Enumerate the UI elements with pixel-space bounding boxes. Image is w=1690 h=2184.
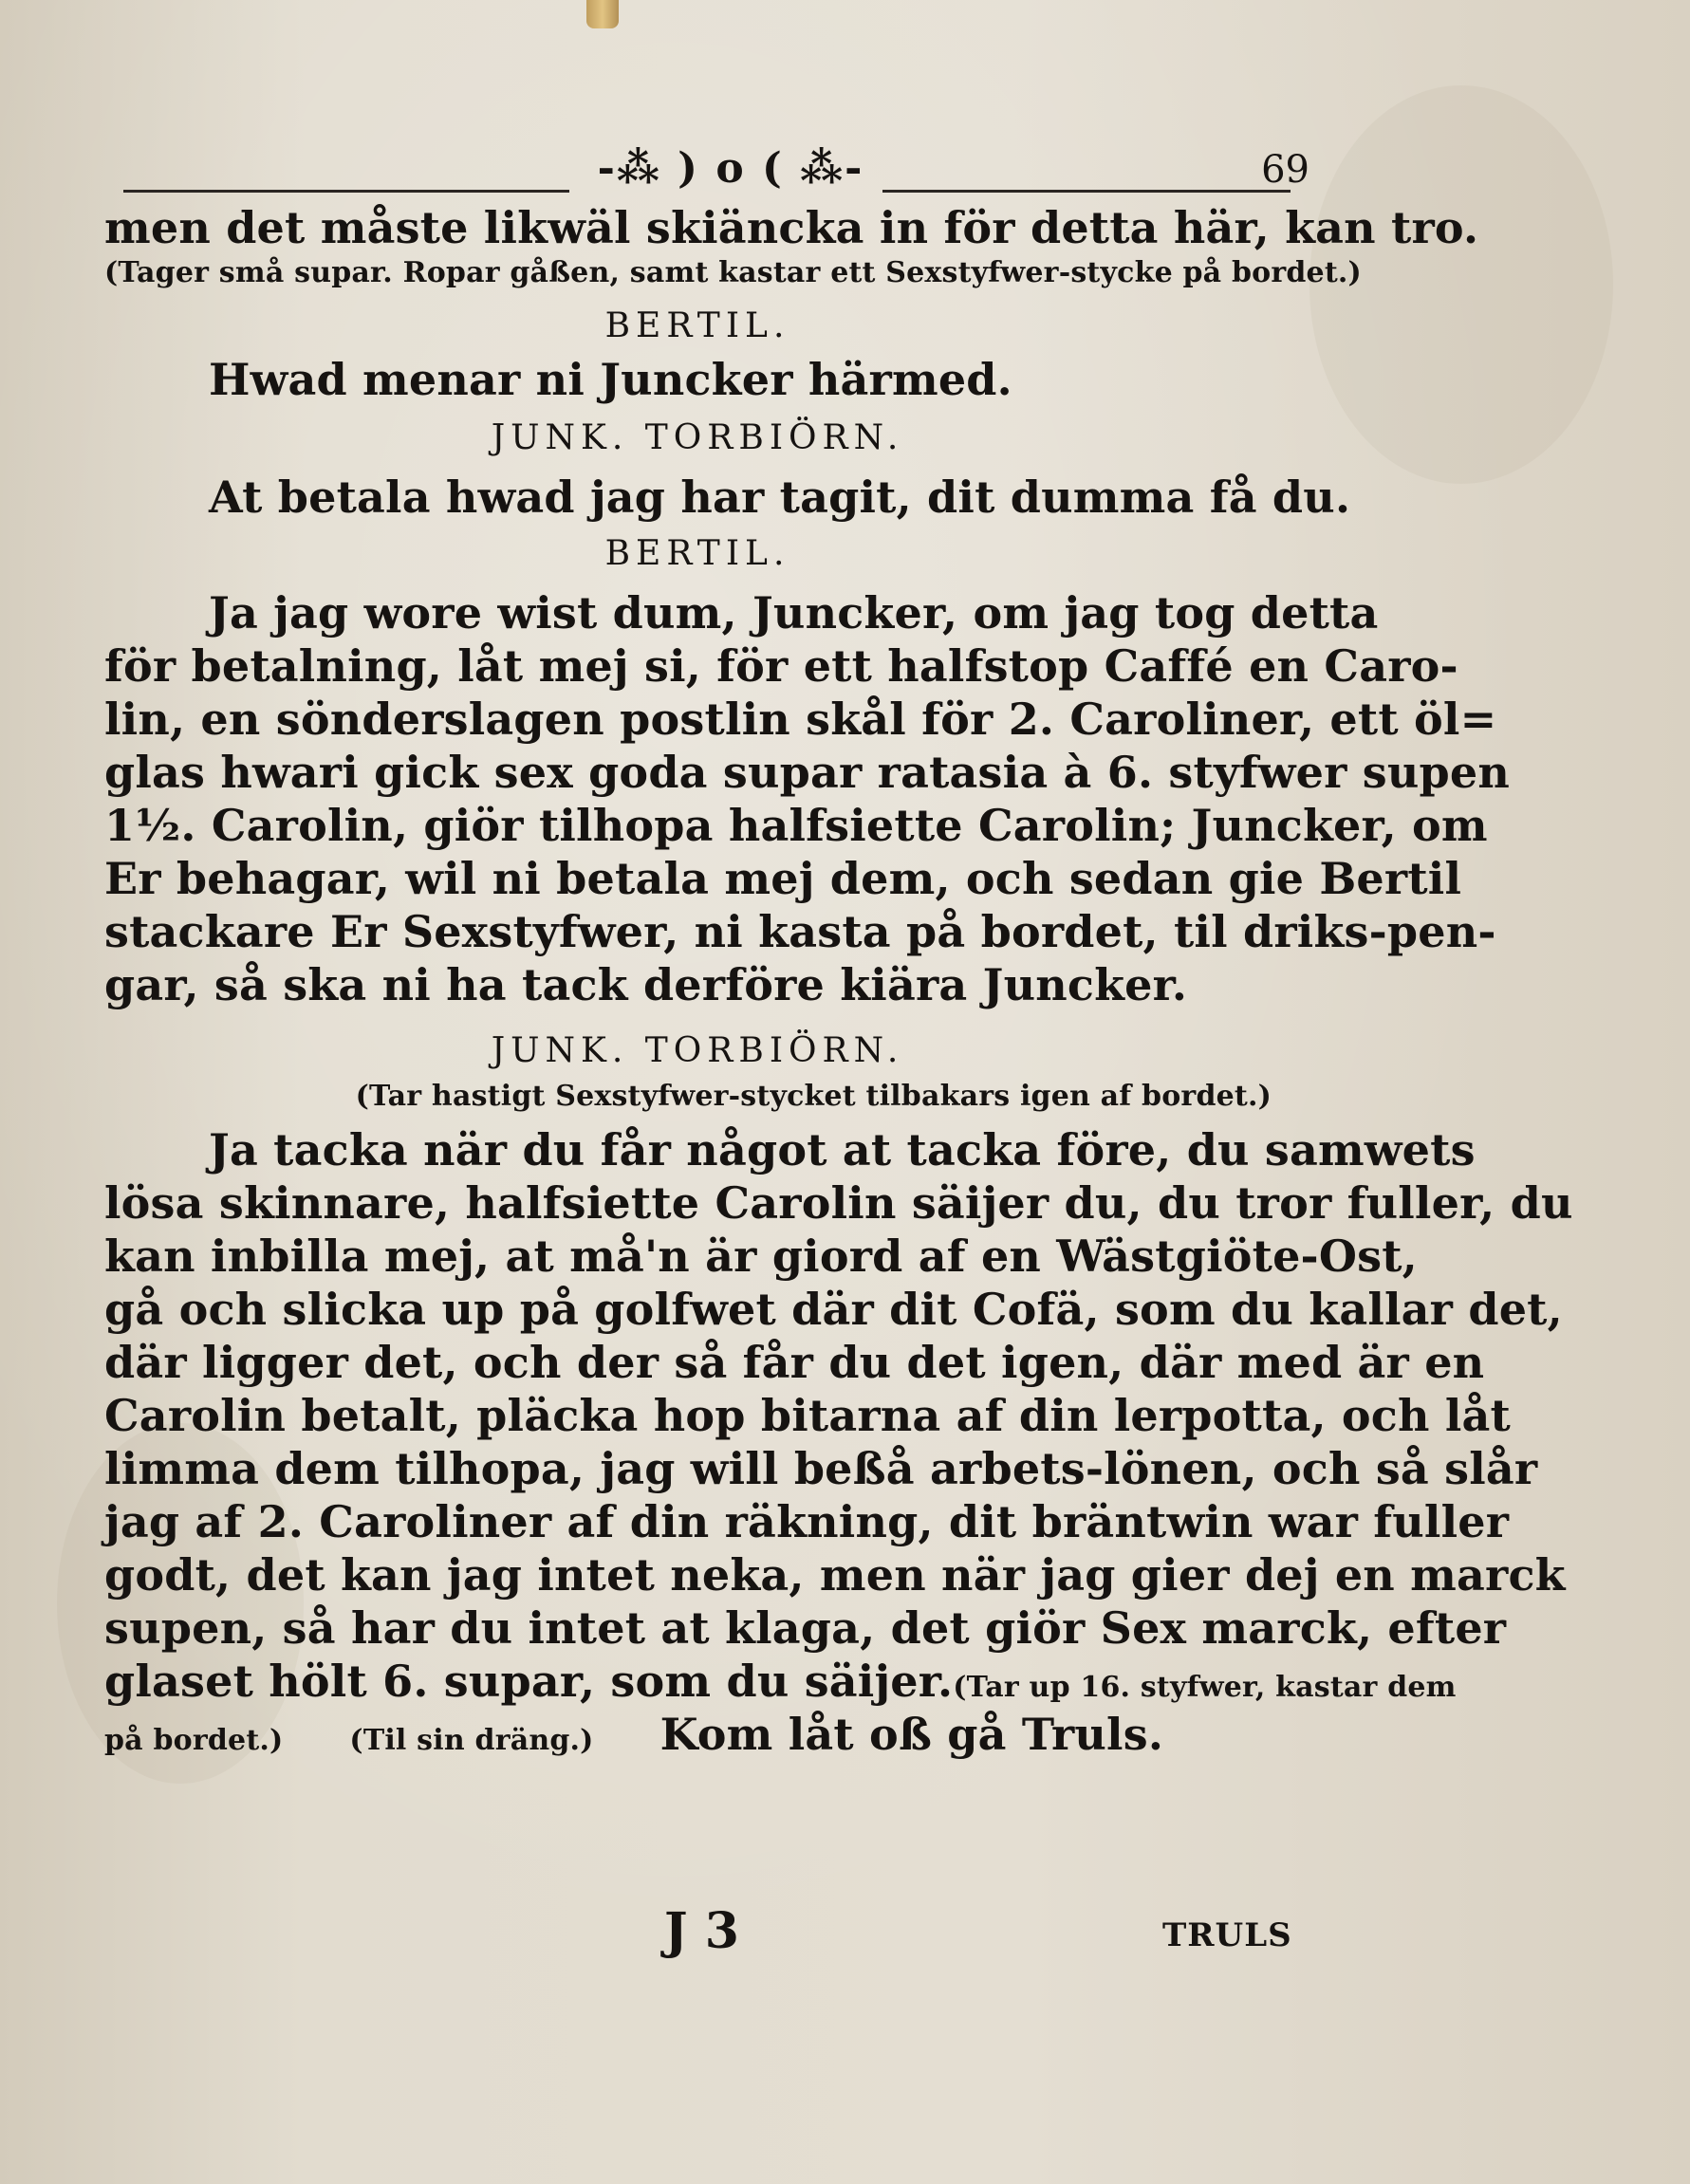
speaker-name: BERTIL. <box>604 534 790 573</box>
text-block <box>104 201 1573 1761</box>
text-line: men det måste likwäl skiäncka in för detta här, kan tro. <box>104 202 1479 253</box>
text-line: Hwad menar ni Juncker härmed. <box>209 354 1012 405</box>
header-rule-left <box>123 190 569 193</box>
text-line: stackare Er Sexstyfwer, ni kasta på bordet, til driks-pen- <box>104 906 1496 957</box>
text-fragment: glaset hölt 6. supar, som du säijer. <box>104 1656 954 1707</box>
text-line: Ja jag wore wist dum, Juncker, om jag tog detta <box>209 587 1379 639</box>
stage-direction: (Til sin dräng.) <box>349 1724 594 1757</box>
stage-direction: (Tar hastigt Sexstyfwer-stycket tilbakars igen af bordet.) <box>355 1080 1272 1113</box>
text-line: 1½. Carolin, giör tilhopa halfsiette Carolin; Juncker, om <box>104 800 1488 851</box>
stage-direction: (Tar up 16. styfwer, kastar dem <box>953 1671 1457 1704</box>
catchword: TRULS <box>1162 1916 1292 1954</box>
text-line: där ligger det, och der så får du det igen, där med är en <box>104 1337 1485 1388</box>
text-line: för betalning, låt mej si, för ett halfstop Caffé en Caro- <box>104 640 1458 692</box>
text-line: kan inbilla mej, at må'n är giord af en Wästgiöte-Ost, <box>104 1231 1418 1282</box>
binding-thread <box>586 0 619 28</box>
text-line: supen, så har du intet at klaga, det giör Sex marck, efter <box>104 1602 1507 1654</box>
text-line-composite <box>104 1708 1291 1761</box>
text-line: limma dem tilhopa, jag will beßå arbets-lönen, och så slår <box>104 1443 1538 1494</box>
text-line: lin, en sönderslagen postlin skål för 2. Caroliner, ett öl= <box>104 694 1497 745</box>
text-line: Ja tacka när du får något at tacka före, du samwets <box>209 1124 1476 1175</box>
text-line-composite <box>104 1655 1457 1708</box>
text-line: gå och slicka up på golfwet där dit Cofä, som du kallar det, <box>104 1284 1563 1335</box>
stage-direction: (Tager små supar. Ropar gåßen, samt kastar ett Sexstyfwer-stycke på bordet.) <box>104 256 1362 289</box>
text-line: jag af 2. Caroliner af din räkning, dit bräntwin war fuller <box>104 1496 1510 1547</box>
page-header <box>114 140 1309 197</box>
text-line: glas hwari gick sex goda supar ratasia à 6. styfwer supen <box>104 747 1510 798</box>
speaker-name: JUNK. TORBIÖRN. <box>491 418 904 457</box>
text-line: Er behagar, wil ni betala mej dem, och sedan gie Bertil <box>104 853 1462 904</box>
speaker-name: JUNK. TORBIÖRN. <box>491 1031 904 1070</box>
stage-direction: på bordet.) <box>104 1724 284 1757</box>
header-ornament: -⁂ ) o ( ⁂- <box>597 144 864 193</box>
text-line: godt, det kan jag intet neka, men när jag gier dej en marck <box>104 1549 1566 1601</box>
speaker-name: BERTIL. <box>604 306 790 345</box>
header-rule-right <box>882 190 1291 193</box>
text-line: Carolin betalt, pläcka hop bitarna af din lerpotta, och låt <box>104 1390 1511 1441</box>
page-number: 69 <box>1261 148 1309 192</box>
text-line: lösa skinnare, halfsiette Carolin säijer du, du tror fuller, du <box>104 1177 1573 1229</box>
signature-mark: J 3 <box>664 1902 739 1960</box>
text-fragment: Kom låt oß gå Truls. <box>659 1709 1164 1760</box>
text-line: At betala hwad jag har tagit, dit dumma få du. <box>209 472 1351 523</box>
text-line: gar, så ska ni ha tack derföre kiära Juncker. <box>104 959 1188 1010</box>
